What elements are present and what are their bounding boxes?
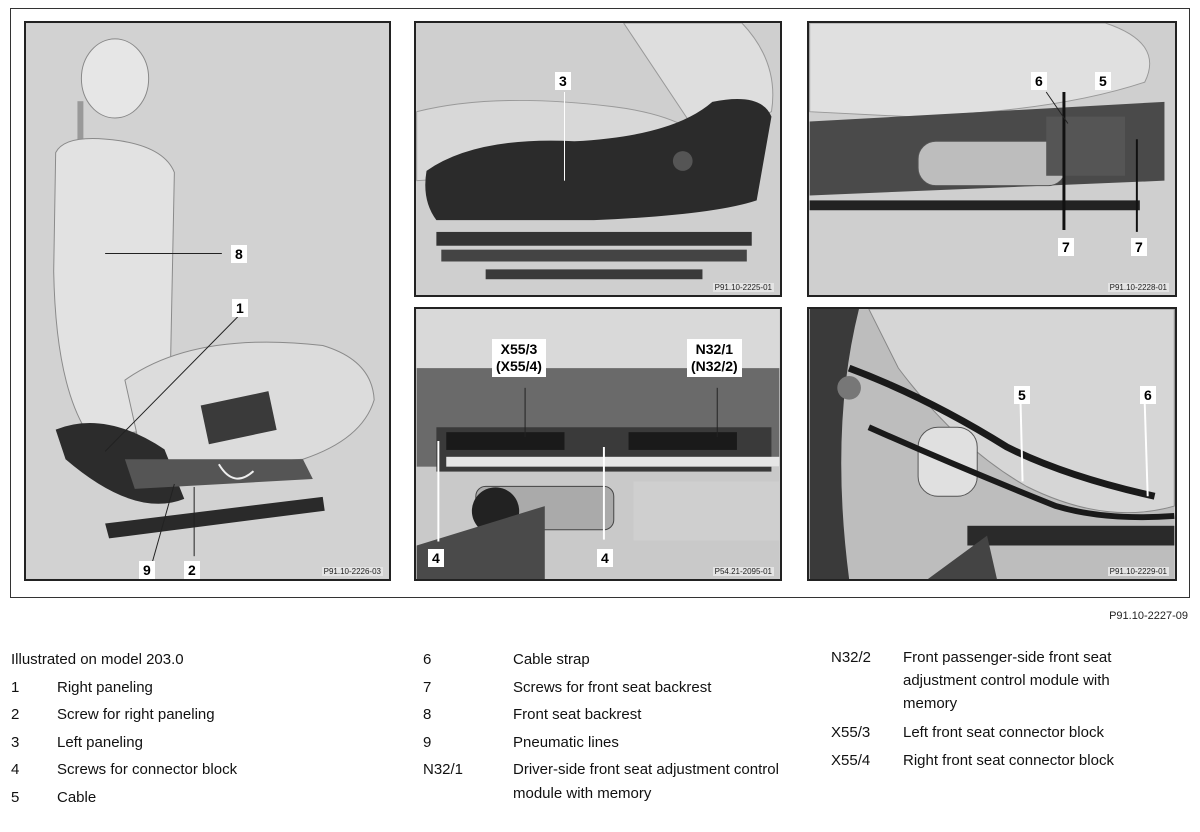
legend-text: Cable strap: [513, 651, 590, 668]
legend-column-3: [831, 646, 1171, 774]
legend-key: 2: [11, 706, 20, 723]
legend-text: Driver-side front seat adjustment control module with memory: [513, 761, 779, 802]
legend-text: Screws for connector block: [57, 761, 238, 778]
callout-9: 9: [139, 561, 155, 579]
legend-item: [831, 646, 1171, 715]
label-n32-1: N32/1: [695, 341, 734, 357]
left-paneling-drawing: [416, 23, 780, 295]
legend-key: N32/1: [423, 761, 464, 778]
callout-7: 7: [1131, 238, 1147, 256]
legend-key: 1: [11, 678, 20, 696]
callout-1: 1: [232, 299, 248, 317]
legend-item: [11, 784, 401, 812]
figure-code: P91.10-2226-03: [323, 567, 381, 576]
legend-item: [423, 729, 793, 757]
legend-key: N32/2: [831, 649, 872, 666]
callout-4: 4: [428, 549, 444, 567]
legend-column-1: [11, 646, 401, 811]
legend-item: [11, 756, 401, 784]
legend-text: Front passenger-side front seat adjustment control module with memory: [903, 649, 1112, 712]
panel-seat-overview: [24, 21, 391, 581]
callout-6: 6: [1140, 386, 1156, 404]
legend-item: [423, 758, 793, 806]
connector-label-x55: [492, 339, 546, 377]
connector-label-n32: [687, 339, 742, 377]
legend-text: Right paneling: [57, 678, 153, 696]
callout-5: 5: [1095, 72, 1111, 90]
legend-item: [831, 747, 1171, 775]
label-x55-3: X55/3: [500, 341, 538, 357]
legend-key: 9: [423, 733, 432, 751]
seat-overview-drawing: [26, 23, 389, 579]
legend-text: Right front seat connector block: [903, 751, 1114, 769]
legend-key: 8: [423, 706, 432, 723]
illustration-frame: [10, 8, 1190, 598]
panel-backrest-screws: [807, 21, 1177, 297]
figure-code: P91.10-2225-01: [714, 283, 772, 292]
figure-code: P54.21-2095-01: [714, 567, 772, 576]
legend-text: Left front seat connector block: [903, 724, 1104, 741]
legend-item: [11, 674, 401, 702]
legend-column-2: [423, 646, 793, 806]
panel-cable-strap: [807, 307, 1177, 581]
legend-key: 7: [423, 678, 432, 696]
legend-item: [423, 674, 793, 702]
legend-item: [11, 729, 401, 757]
panel-connector-block: [414, 307, 782, 581]
figure-id: P91.10-2227-09: [1109, 610, 1188, 622]
callout-8: 8: [231, 245, 247, 263]
callout-7: 7: [1058, 238, 1074, 256]
callout-2: 2: [184, 561, 200, 579]
legend-text: Screws for front seat backrest: [513, 678, 712, 696]
label-n32-2: (N32/2): [691, 358, 738, 374]
legend-key: X55/4: [831, 751, 871, 769]
legend-key: X55/3: [831, 724, 871, 741]
legend-text: Pneumatic lines: [513, 733, 619, 751]
panel-left-paneling: [414, 21, 782, 297]
figure-code: P91.10-2228-01: [1109, 283, 1167, 292]
callout-5: 5: [1014, 386, 1030, 404]
legend-item: [831, 719, 1171, 747]
legend-text: Left paneling: [57, 733, 143, 751]
callout-4: 4: [597, 549, 613, 567]
legend-item: [11, 701, 401, 729]
legend-text: Cable: [57, 788, 97, 806]
legend-item: [423, 646, 793, 674]
label-x55-4: (X55/4): [496, 358, 542, 374]
backrest-screws-drawing: [809, 23, 1175, 295]
legend-title: Illustrated on model 203.0: [11, 651, 184, 668]
legend-key: 3: [11, 733, 20, 751]
callout-3: 3: [555, 72, 571, 90]
cable-strap-drawing: [809, 309, 1175, 579]
figure-code: P91.10-2229-01: [1109, 567, 1167, 576]
legend-key: 4: [11, 761, 20, 778]
legend-key: 6: [423, 651, 432, 668]
legend-item: [423, 701, 793, 729]
callout-6: 6: [1031, 72, 1047, 90]
legend-text: Screw for right paneling: [57, 706, 215, 723]
legend-text: Front seat backrest: [513, 706, 642, 723]
legend-key: 5: [11, 788, 20, 806]
